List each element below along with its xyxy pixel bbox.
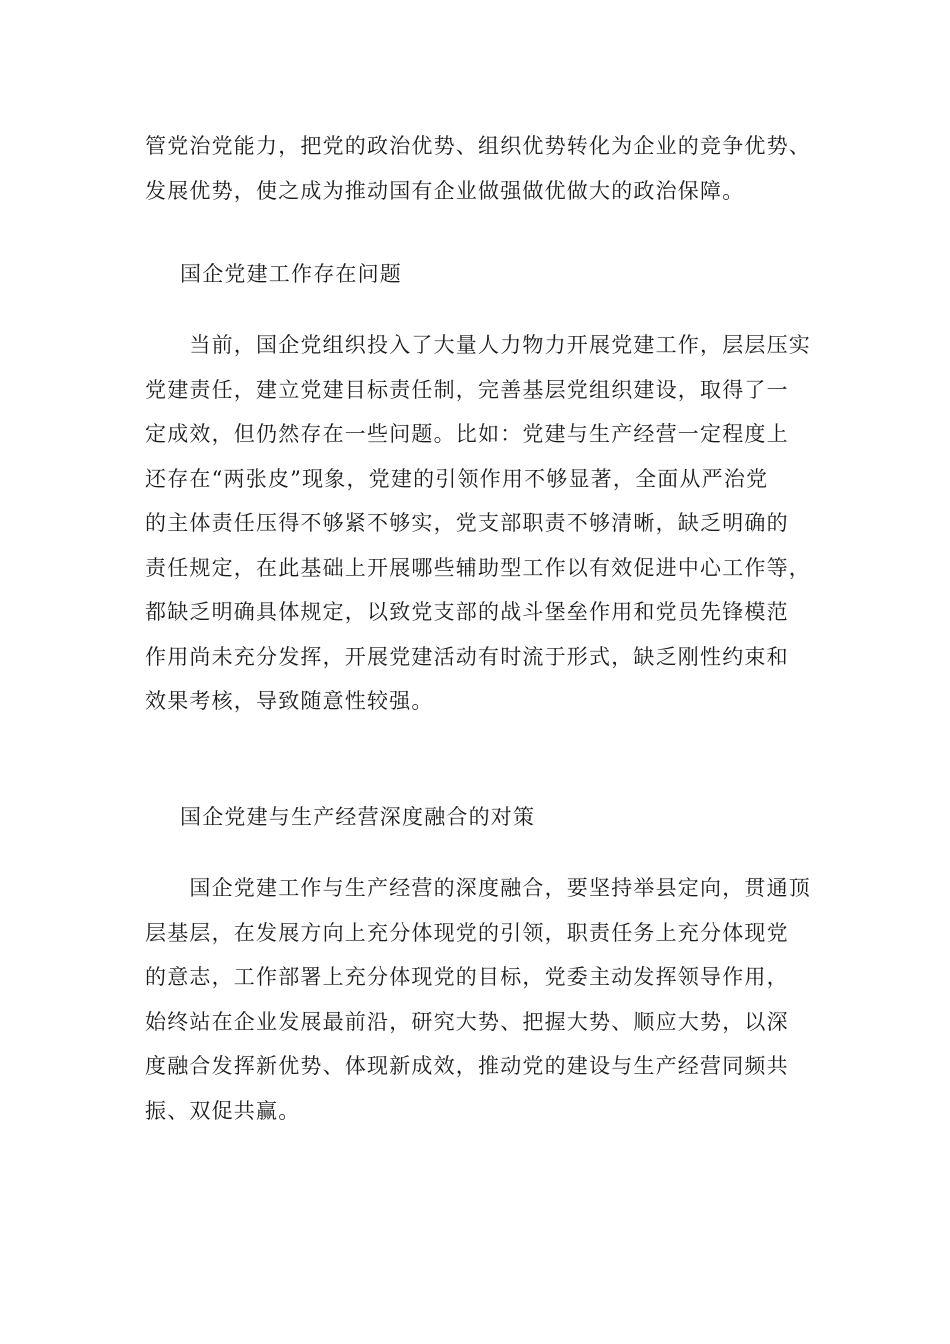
paragraph-line: 国企党建工作与生产经营的深度融合，要坚持举县定向，贯通顶: [145, 876, 811, 900]
paragraph-line: 的意志，工作部署上充分体现党的目标，党委主动发挥领导作用，: [145, 965, 789, 989]
paragraph-line: 管党治党能力，把党的政治优势、组织优势转化为企业的竞争优势、: [145, 134, 811, 158]
section-heading-problems: 国企党建工作存在问题: [180, 262, 402, 286]
paragraph-line: 的主体责任压得不够紧不够实，党支部职责不够清晰，缺乏明确的: [145, 511, 789, 535]
paragraph-line: 定成效，但仍然存在一些问题。比如：党建与生产经营一定程度上: [145, 422, 789, 446]
paragraph-line: 当前，国企党组织投入了大量人力物力开展党建工作，层层压实: [145, 333, 811, 357]
paragraph-line: 始终站在企业发展最前沿，研究大势、把握大势、顺应大势，以深: [145, 1009, 789, 1034]
paragraph-line: 度融合发挥新优势、体现新成效，推动党的建设与生产经营同频共: [145, 1054, 789, 1078]
paragraph-line: 责任规定，在此基础上开展哪些辅助型工作以有效促进中心工作等，: [145, 555, 811, 580]
paragraph-line: 都缺乏明确具体规定，以致党支部的战斗堡垒作用和党员先锋模范: [145, 600, 789, 624]
section-heading-countermeasures: 国企党建与生产经营深度融合的对策: [180, 805, 536, 829]
paragraph-line: 发展优势，使之成为推动国有企业做强做优做大的政治保障。: [145, 178, 745, 203]
paragraph-line: 层基层，在发展方向上充分体现党的引领，职责任务上充分体现党: [145, 920, 789, 945]
continuation-paragraph: [145, 124, 815, 213]
paragraph-line: 效果考核，导致随意性较强。: [145, 689, 434, 713]
paragraph-line: 作用尚未充分发挥，开展党建活动有时流于形式，缺乏刚性约束和: [145, 644, 789, 669]
paragraph-line: 振、双促共赢。: [145, 1098, 301, 1123]
problems-paragraph: [145, 323, 815, 724]
paragraph-line: 党建责任，建立党建目标责任制，完善基层党组织建设，取得了一: [145, 377, 789, 402]
countermeasures-paragraph: [145, 866, 815, 1133]
paragraph-line: 还存在“两张皮”现象，党建的引领作用不够显著，全面从严治党: [145, 466, 769, 491]
